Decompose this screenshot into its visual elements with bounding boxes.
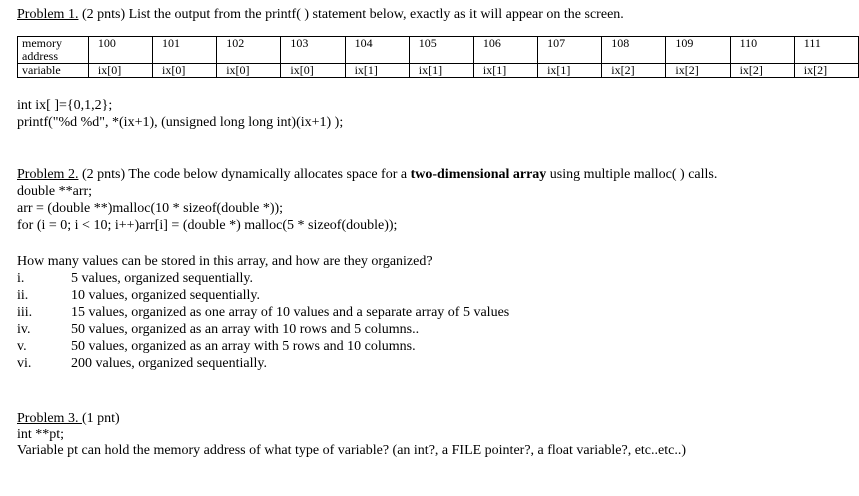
problem2-heading <box>17 167 717 183</box>
problem3-question: Variable pt can hold the memory address of what type of variable? (an int?, a FILE pointer?, a float variable?, etc..etc..) <box>17 443 686 458</box>
option-item <box>17 356 267 372</box>
variable-cell: ix[1] <box>473 64 537 78</box>
address-cell: 104 <box>345 37 409 64</box>
problem3-heading <box>17 411 120 427</box>
option-text: 10 values, organized sequentially. <box>71 288 260 303</box>
problem2-text-before: (2 pnts) The code below dynamically allocates space for a <box>78 167 411 182</box>
variable-cell: ix[1] <box>538 64 602 78</box>
problem2-code-line3: for (i = 0; i < 10; i++)arr[i] = (double *) malloc(5 * sizeof(double)); <box>17 218 398 233</box>
option-number: iii. <box>17 305 33 320</box>
problem2-label: Problem 2. <box>17 167 79 182</box>
option-number: v. <box>17 339 27 354</box>
problem3-text: (1 pnt) <box>81 411 120 426</box>
problem3-code-line1: int **pt; <box>17 427 65 442</box>
address-cell: 102 <box>217 37 281 64</box>
option-item <box>17 322 419 338</box>
variable-cell: ix[1] <box>409 64 473 78</box>
address-cell: 105 <box>409 37 473 64</box>
problem2-question: How many values can be stored in this array, and how are they organized? <box>17 254 433 269</box>
problem1-code-line2: printf("%d %d", *(ix+1), (unsigned long long int)(ix+1) ); <box>17 115 344 130</box>
variable-cell: ix[2] <box>602 64 666 78</box>
variable-cell: ix[0] <box>88 64 152 78</box>
option-item <box>17 271 253 287</box>
address-cell: 111 <box>794 37 858 64</box>
option-number: vi. <box>17 356 32 371</box>
problem3-label: Problem 3. <box>17 411 82 426</box>
address-cell: 110 <box>730 37 794 64</box>
variable-cell: ix[2] <box>730 64 794 78</box>
problem2-code-line1: double **arr; <box>17 184 93 199</box>
option-item <box>17 339 416 355</box>
address-cell: 109 <box>666 37 730 64</box>
option-text: 15 values, organized as one array of 10 values and a separate array of 5 values <box>71 305 510 320</box>
address-cell: 100 <box>88 37 152 64</box>
variable-cell: ix[0] <box>153 64 217 78</box>
address-cell: 108 <box>602 37 666 64</box>
option-number: i. <box>17 271 25 286</box>
variable-cell: ix[0] <box>281 64 345 78</box>
address-cell: 101 <box>153 37 217 64</box>
address-cell: 107 <box>538 37 602 64</box>
problem1-heading <box>17 7 624 23</box>
problem1-code-line1: int ix[ ]={0,1,2}; <box>17 98 113 113</box>
option-item <box>17 288 260 304</box>
option-item <box>17 305 509 321</box>
variable-cell: ix[2] <box>794 64 858 78</box>
option-text: 200 values, organized sequentially. <box>71 356 267 371</box>
variable-cell: ix[0] <box>217 64 281 78</box>
option-text: 50 values, organized as an array with 5 rows and 10 columns. <box>71 339 416 354</box>
problem2-code-line2: arr = (double **)malloc(10 * sizeof(double *)); <box>17 201 284 216</box>
problem2-text-after: using multiple malloc( ) calls. <box>546 167 718 182</box>
problem1-text: (2 pnts) List the output from the printf( ) statement below, exactly as it will appear on the screen. <box>78 7 624 22</box>
option-text: 50 values, organized as an array with 10 rows and 5 columns.. <box>71 322 420 337</box>
option-number: ii. <box>17 288 29 303</box>
option-text: 5 values, organized sequentially. <box>71 271 253 286</box>
option-number: iv. <box>17 322 31 337</box>
memory-address-row <box>18 37 859 64</box>
variable-header: variable <box>18 64 89 78</box>
variable-cell: ix[2] <box>666 64 730 78</box>
variable-row <box>18 64 859 78</box>
variable-cell: ix[1] <box>345 64 409 78</box>
memory-table <box>17 36 859 78</box>
problem1-label: Problem 1. <box>17 7 79 22</box>
problem2-text-bold: two-dimensional array <box>410 167 547 182</box>
address-cell: 103 <box>281 37 345 64</box>
memory-address-header: memory address <box>18 37 89 64</box>
address-cell: 106 <box>473 37 537 64</box>
